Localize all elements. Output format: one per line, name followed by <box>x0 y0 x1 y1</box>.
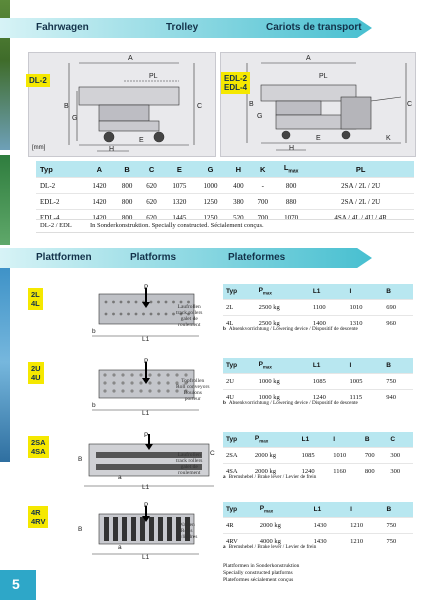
col-header-text: L <box>283 163 289 173</box>
col-header-text: P <box>258 287 263 295</box>
col-header <box>257 502 311 518</box>
trolley-drawing-dl2 <box>28 52 216 157</box>
table-cell: 4R <box>223 518 257 534</box>
note-text: Absenkvorrichtung / Lowering device / Dispositif de descente <box>228 326 358 332</box>
platform-table-note <box>223 326 358 332</box>
col-header <box>383 358 413 374</box>
model-tag-line: EDL-4 <box>224 83 248 92</box>
col-header-sub: max <box>259 438 269 444</box>
table-cell: 700 <box>251 210 275 226</box>
platform-roller-caption <box>176 304 202 328</box>
dim-label-b: B <box>64 103 69 110</box>
table-cell: 2500 kg <box>256 316 310 332</box>
caption-line: roulement <box>178 322 201 328</box>
platform-model-tag-line: 4U <box>31 373 41 382</box>
dim-label-h: H <box>109 146 115 153</box>
table-cell: 620 <box>139 210 163 226</box>
table-cell: 2SA / 2L / 2U <box>307 194 414 210</box>
table-cell: 1250 <box>195 210 226 226</box>
dim-label-pl: PL <box>319 73 328 80</box>
section-header-platforms <box>0 248 372 268</box>
table-cell: 1000 <box>195 178 226 194</box>
dim-label-b: B <box>78 526 83 533</box>
table-cell: 4SA <box>223 464 252 480</box>
table-cell: 620 <box>139 194 163 210</box>
dim-label-p: P <box>144 432 149 439</box>
col-header: K <box>251 161 275 178</box>
dim-label-p: P <box>144 502 149 509</box>
table-cell: 960 <box>383 316 413 332</box>
col-header-text: B <box>386 362 391 369</box>
col-header <box>330 432 362 448</box>
trolley-spec-table <box>36 161 414 225</box>
table-cell: 1430 <box>311 534 347 550</box>
col-header: H <box>226 161 250 178</box>
section-header-trolley <box>0 18 372 38</box>
col-header: G <box>195 161 226 178</box>
table-cell: 1010 <box>347 300 384 316</box>
table-cell: 2000 kg <box>257 518 311 534</box>
table-cell: 750 <box>384 534 414 550</box>
table-cell: 4U <box>223 390 256 406</box>
col-header <box>347 284 384 300</box>
note-letter: a <box>223 474 226 480</box>
col-header-text: B <box>386 506 392 513</box>
table-cell: EDL-2 <box>36 194 84 210</box>
caption-line: porteur <box>184 396 201 402</box>
caption-line: galet de <box>180 316 198 322</box>
table-cell: 690 <box>383 300 413 316</box>
col-header-text: l <box>350 506 352 513</box>
footer-notes <box>223 563 299 584</box>
dim-label-a: a <box>118 544 122 551</box>
table-cell: 1115 <box>347 390 384 406</box>
platform-model-tag <box>28 436 49 458</box>
note-text: Bremshebel / Brake lever / Levier de frein <box>228 544 317 550</box>
table-cell: - <box>251 178 275 194</box>
header-fr: Plateformes <box>228 252 286 263</box>
col-header <box>299 432 331 448</box>
table-cell: DL-2 <box>36 178 84 194</box>
platform-spec-table <box>223 358 413 405</box>
table-cell: 1210 <box>347 534 383 550</box>
table-row <box>223 448 413 464</box>
side-photo-middle <box>0 155 10 245</box>
table-cell: 2000 kg <box>252 448 299 464</box>
table-cell: 4000 kg <box>257 534 311 550</box>
header-en: Trolley <box>166 22 199 33</box>
footer-note: Plattformen in Sonderkonstruktion <box>223 563 300 569</box>
col-header-text: B <box>364 436 370 443</box>
table-cell: 2SA / 2L / 2U <box>307 178 414 194</box>
dim-label-p: P <box>144 358 149 365</box>
col-header <box>384 502 414 518</box>
caption-line: Roll conveyors <box>176 384 210 390</box>
platform-spec-table <box>223 502 413 549</box>
platform-model-tag <box>28 288 43 310</box>
table-cell: 380 <box>226 194 250 210</box>
table-cell: 1240 <box>299 464 331 480</box>
platform-model-tag-line: 4L <box>31 299 40 308</box>
platform-table-note <box>223 544 316 550</box>
table-cell: 4L <box>223 316 256 332</box>
table-cell: 800 <box>115 178 139 194</box>
col-header <box>223 358 256 374</box>
table-cell: 750 <box>383 374 413 390</box>
platform-model-tag-line: 4SA <box>31 447 46 456</box>
table-cell: 1420 <box>84 194 115 210</box>
page-number-tab <box>0 570 36 600</box>
platform-table-note <box>223 400 358 406</box>
col-header-sub: max <box>262 290 272 296</box>
table-cell: 1075 <box>164 178 195 194</box>
table-cell: 800 <box>362 464 388 480</box>
table-cell: 300 <box>387 464 413 480</box>
trolley-table-note <box>36 219 414 233</box>
caption-line: track rollers <box>176 310 203 316</box>
col-header-text: L1 <box>301 436 310 443</box>
dim-label-c: C <box>210 450 215 457</box>
table-cell: 1400 <box>310 316 347 332</box>
dim-label-g: G <box>72 115 78 122</box>
header-de: Fahrwagen <box>36 22 89 33</box>
platform-table-note <box>223 474 316 480</box>
table-cell: 750 <box>384 518 414 534</box>
platform-model-tag-line: 2SA <box>31 438 46 447</box>
caption-line: Topfrollen <box>181 378 205 384</box>
table-cell: 1310 <box>347 316 384 332</box>
note-label: DL-2 / EDL <box>40 222 72 229</box>
table-header-row <box>223 502 413 518</box>
table-cell: 1240 <box>310 390 347 406</box>
col-header-text: L1 <box>312 288 321 295</box>
caption-line: Rolls <box>180 528 193 534</box>
table-cell: 300 <box>387 448 413 464</box>
caption-line: Boulons <box>183 390 202 396</box>
table-cell: 2L <box>223 300 256 316</box>
footer-note: Specially constructed platforms <box>223 570 293 576</box>
table-cell: 1085 <box>310 374 347 390</box>
table-cell: 1100 <box>310 300 347 316</box>
col-header-text: Typ <box>226 288 238 295</box>
footer-note: Plateformes sécialement conçus <box>223 577 294 583</box>
table-cell: 700 <box>362 448 388 464</box>
table-row <box>223 374 413 390</box>
col-header-sub: max <box>288 168 299 175</box>
dim-label-l1: L1 <box>142 336 150 343</box>
col-header-text: l <box>349 362 352 369</box>
table-cell: 1010 <box>330 448 362 464</box>
dim-label-c: C <box>407 101 413 108</box>
col-header <box>310 284 347 300</box>
col-header: PL <box>307 161 414 178</box>
col-header <box>311 502 347 518</box>
note-text: Bremshebel / Brake lever / Levier de frein <box>228 474 317 480</box>
platform-model-tag-line: 2L <box>31 290 40 299</box>
dim-label-h: H <box>289 145 295 152</box>
dim-label-g: G <box>257 113 263 120</box>
dim-label-p: P <box>144 284 149 291</box>
col-header <box>387 432 413 448</box>
caption-line: roulement <box>178 470 201 476</box>
table-row <box>223 300 413 316</box>
dim-label-b: b <box>92 328 96 335</box>
platform-model-tag-line: 4R <box>31 508 41 517</box>
dim-label-l1: L1 <box>142 554 150 561</box>
col-header-text: C <box>390 436 396 443</box>
col-header <box>223 502 257 518</box>
col-header <box>347 358 384 374</box>
header-en: Platforms <box>130 252 177 263</box>
table-cell: 1320 <box>164 194 195 210</box>
col-header-text: L1 <box>312 362 321 369</box>
dim-label-l1: L1 <box>142 410 150 417</box>
dim-label-b: B <box>78 456 83 463</box>
dim-label-c: C <box>197 103 203 110</box>
table-cell: 2500 kg <box>256 300 310 316</box>
col-header-text: Typ <box>226 506 238 513</box>
table-row <box>36 194 414 210</box>
col-header <box>256 284 310 300</box>
trolley-dl2-schematic <box>29 53 215 156</box>
table-cell: 1005 <box>347 374 384 390</box>
table-cell: 2U <box>223 374 256 390</box>
col-header-text: Typ <box>226 362 238 369</box>
note-letter: a <box>223 544 226 550</box>
side-photo-bottom <box>0 262 10 462</box>
table-cell: 520 <box>226 210 250 226</box>
dim-label-l1: L1 <box>142 484 150 491</box>
model-tag-line: EDL-2 <box>224 74 248 83</box>
unit-label: [mm] <box>32 145 46 151</box>
table-cell: 1430 <box>311 518 347 534</box>
header-fr: Cariots de transport <box>266 22 362 33</box>
col-header <box>256 358 310 374</box>
col-header: B <box>115 161 139 178</box>
table-row <box>36 178 414 194</box>
table-cell: 1070 <box>275 210 307 226</box>
header-de: Plattformen <box>36 252 92 263</box>
model-tag-line: DL-2 <box>29 76 47 85</box>
table-cell: 1000 kg <box>256 390 310 406</box>
table-cell: 1420 <box>84 178 115 194</box>
col-header-text: P <box>254 435 260 443</box>
platform-spec-table <box>223 284 413 331</box>
table-cell: 800 <box>115 210 139 226</box>
col-header <box>362 432 388 448</box>
col-header-text: L1 <box>313 506 322 513</box>
dim-label-b: B <box>249 101 254 108</box>
caption-line: Laufrollen <box>177 304 201 310</box>
trolley-drawing-edl <box>220 52 416 157</box>
col-header-sub: max <box>262 364 272 370</box>
dim-label-e: E <box>139 137 144 144</box>
col-header-sub: max <box>264 508 274 514</box>
col-header <box>383 284 413 300</box>
table-cell: 1210 <box>347 518 383 534</box>
model-tag-dl2 <box>26 74 50 87</box>
table-cell: EDL-4 <box>36 210 84 226</box>
platform-roller-caption <box>176 522 197 540</box>
col-header <box>347 502 383 518</box>
caption-line: Walzen <box>178 522 195 528</box>
caption-line: track rollers <box>176 458 203 464</box>
page-number: 5 <box>12 576 20 592</box>
dim-label-e: E <box>316 135 321 142</box>
col-header-text: B <box>386 288 391 295</box>
col-header: C <box>139 161 163 178</box>
model-tag-edl <box>221 72 250 94</box>
col-header-text: l <box>333 436 336 443</box>
dim-label-a: A <box>306 55 311 62</box>
table-cell: 4SA / 4L / 4U / 4R <box>307 210 414 226</box>
platform-roller-caption <box>176 452 202 476</box>
table-cell: 1250 <box>195 194 226 210</box>
note-text: Absenkvorrichtung / Lowering device / Dispositif de descente <box>228 400 358 406</box>
col-header-text: Typ <box>226 436 238 443</box>
col-header <box>310 358 347 374</box>
caption-line: Cylindres <box>176 534 198 540</box>
col-header: Typ <box>36 161 84 178</box>
col-header-text: P <box>258 361 263 369</box>
table-cell: 400 <box>226 178 250 194</box>
col-header <box>252 432 299 448</box>
table-cell: 800 <box>275 178 307 194</box>
platform-roller-caption <box>176 378 209 402</box>
table-cell: 800 <box>115 194 139 210</box>
note-letter: b <box>223 400 226 406</box>
dim-label-b: b <box>92 402 96 409</box>
platform-spec-table <box>223 432 413 479</box>
table-cell: 2SA <box>223 448 252 464</box>
table-cell: 1420 <box>84 210 115 226</box>
table-header-row <box>223 284 413 300</box>
col-header <box>223 432 252 448</box>
platform-model-tag <box>28 506 48 528</box>
table-cell: 2000 kg <box>252 464 299 480</box>
table-cell: 940 <box>383 390 413 406</box>
caption-line: Laufrollen <box>177 452 201 458</box>
dim-label-a: a <box>118 474 122 481</box>
table-cell: 1445 <box>164 210 195 226</box>
dim-label-k: K <box>386 135 391 142</box>
col-header: A <box>84 161 115 178</box>
col-header-text: P <box>259 505 265 513</box>
table-cell: 620 <box>139 178 163 194</box>
dim-label-pl: PL <box>149 73 158 80</box>
col-header-lmax <box>275 161 307 178</box>
table-header-row <box>36 161 414 178</box>
dim-label-a: A <box>128 55 133 62</box>
note-text: In Sonderkonstruktion. Specially constructed. Sécialement conçus. <box>90 222 264 229</box>
table-cell: 1000 kg <box>256 374 310 390</box>
table-row <box>223 518 413 534</box>
note-letter: b <box>223 326 226 332</box>
table-cell: 700 <box>251 194 275 210</box>
col-header: E <box>164 161 195 178</box>
table-cell: 4RV <box>223 534 257 550</box>
table-cell: 1085 <box>299 448 331 464</box>
table-cell: 880 <box>275 194 307 210</box>
table-header-row <box>223 432 413 448</box>
table-header-row <box>223 358 413 374</box>
col-header <box>223 284 256 300</box>
platform-model-tag-line: 2U <box>31 364 41 373</box>
table-cell: 1160 <box>330 464 362 480</box>
platform-model-tag-line: 4RV <box>31 517 46 526</box>
platform-model-tag <box>28 362 44 384</box>
caption-line: galet de <box>180 464 198 470</box>
col-header-text: l <box>349 288 352 295</box>
